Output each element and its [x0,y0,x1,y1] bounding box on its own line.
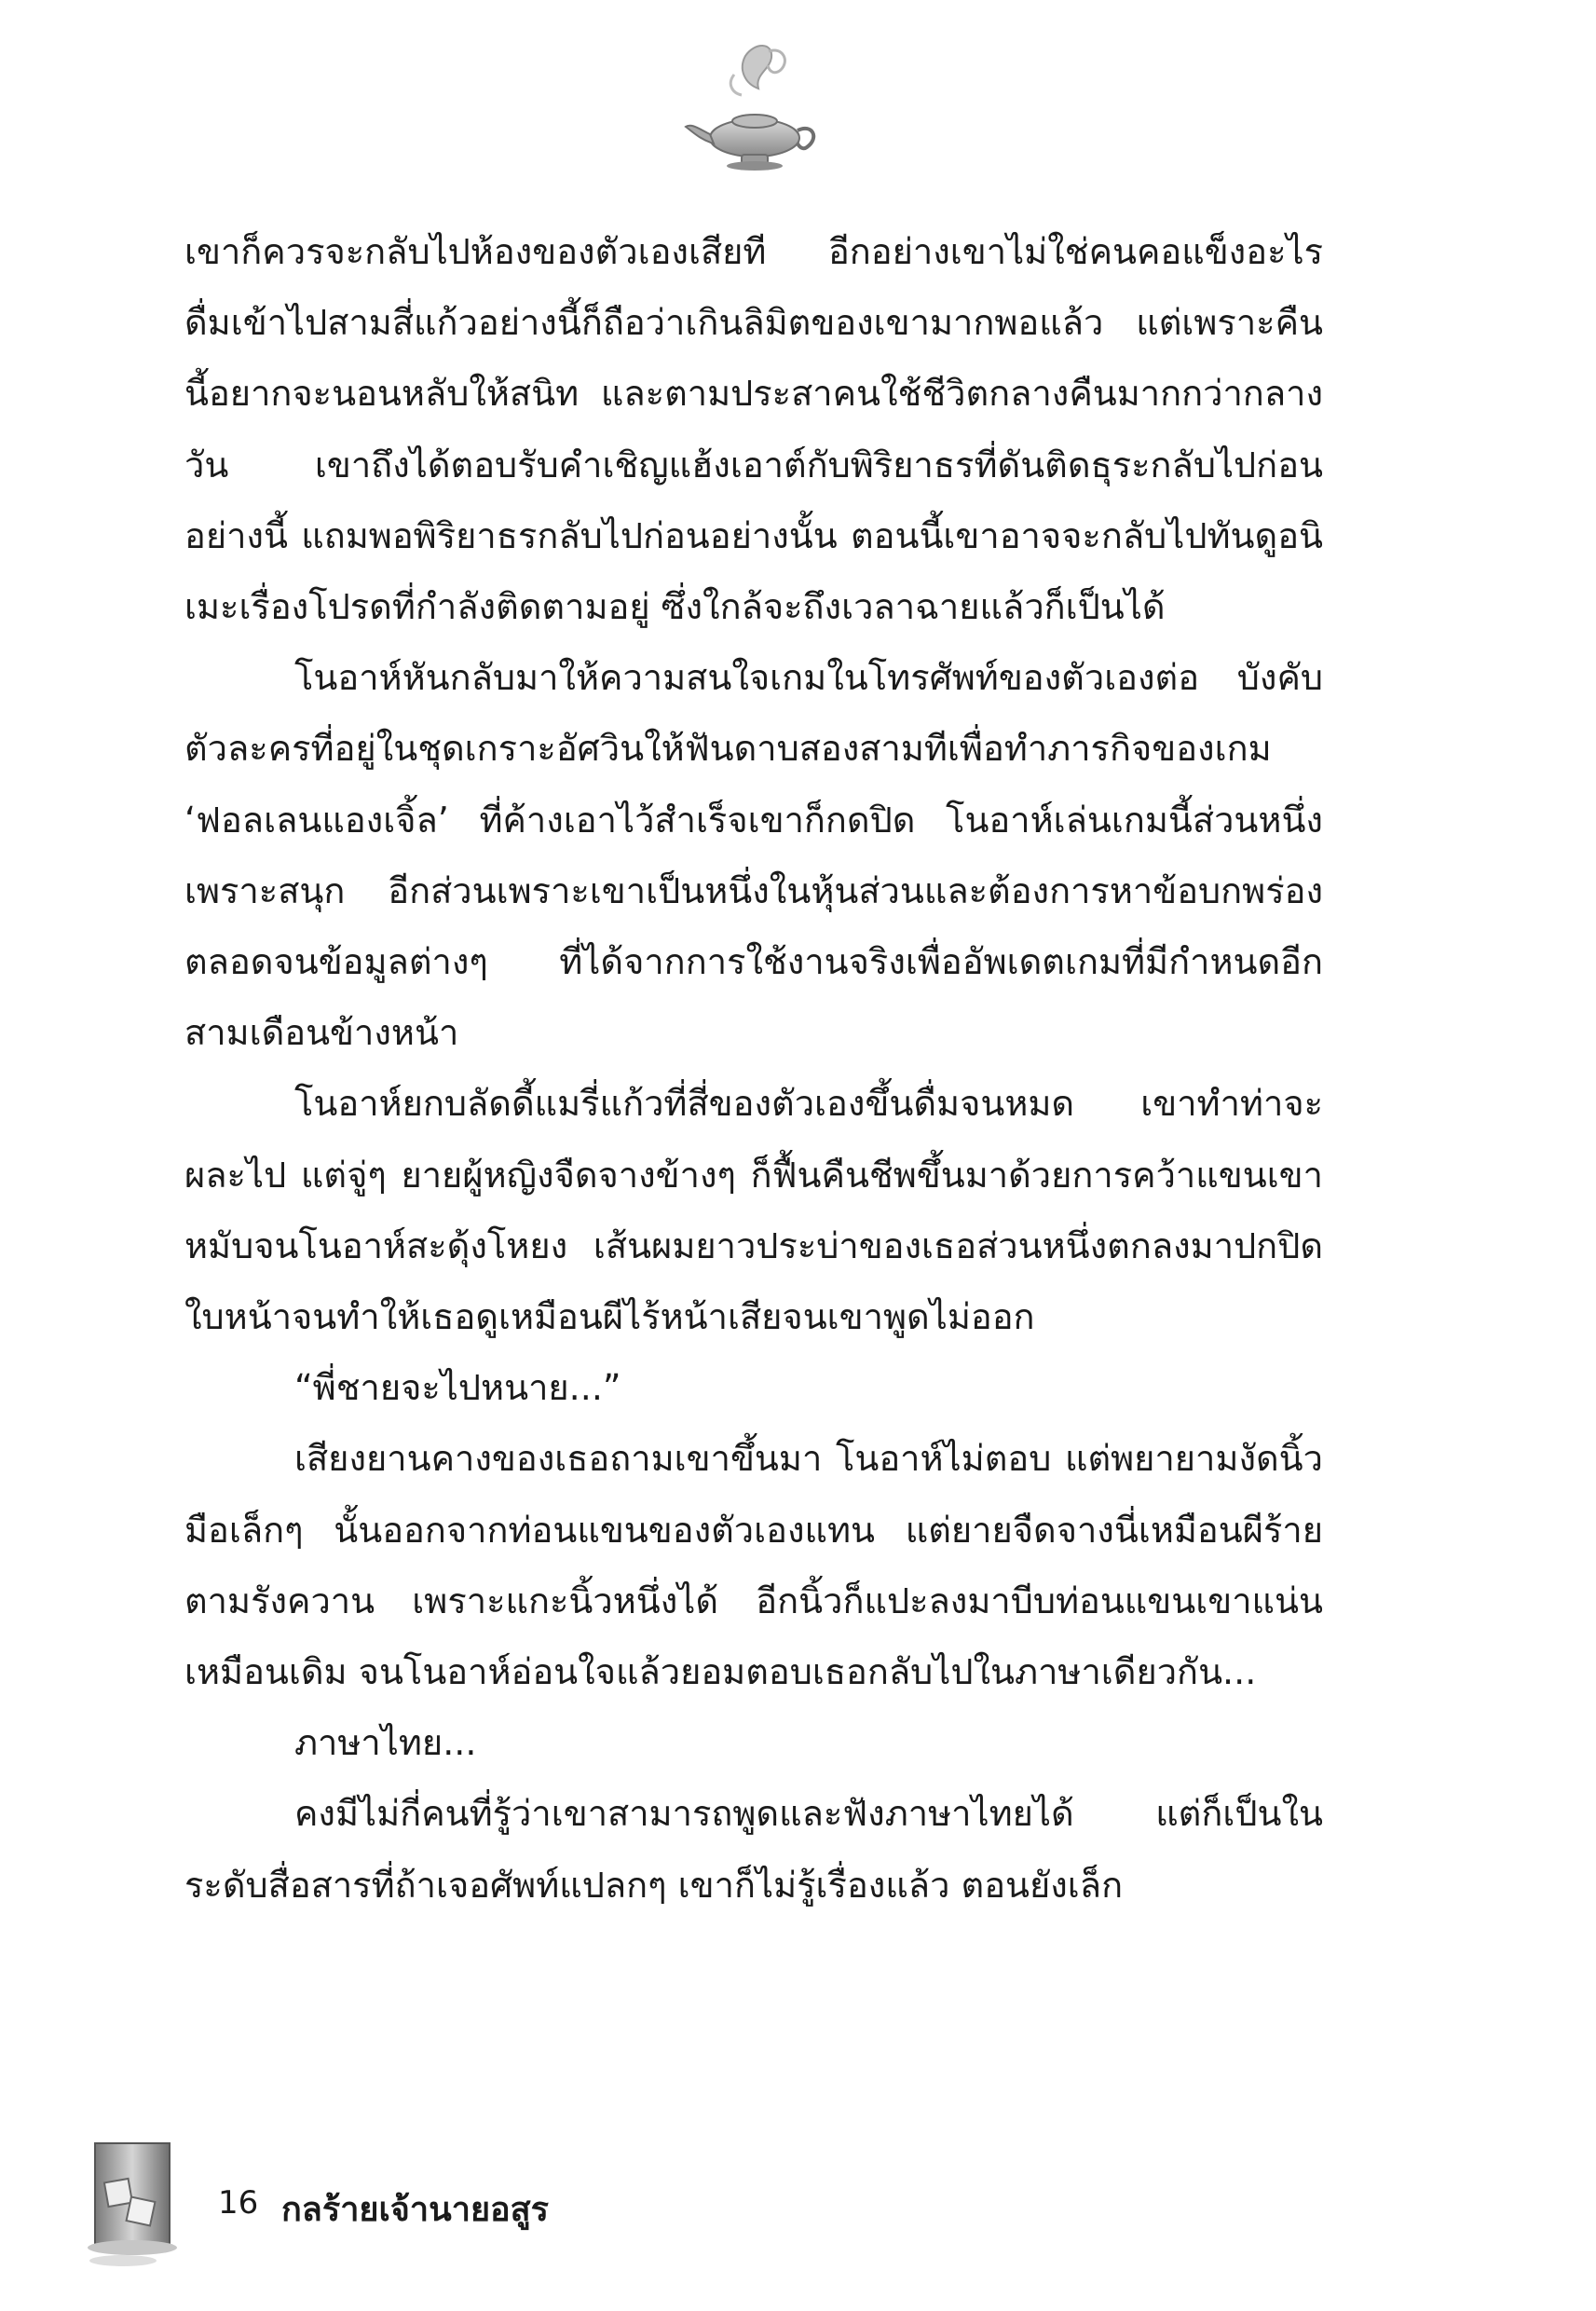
paragraph: โนอาห์ยกบลัดดี้แมรี่แก้วที่สี่ของตัวเองขึ้นดื่มจนหมด เขาทำท่าจะผละไป แต่จู่ๆ ยายผู้หญิงจืดจางข้างๆ ก็ฟื้นคืนชีพขึ้นมาด้วยการคว้าแขนเขาหมับจนโนอาห์สะดุ้งโหยง เส้นผมยาวประบ่าของเธอส่วนหนึ่งตกลงมาปกปิดใบหน้าจนทำให้เธอดูเหมือนผีไร้หน้าเสียจนเขาพูดไม่ออก [184,1083,1323,1338]
ice-glass-icon [67,2134,207,2274]
paragraph: ภาษาไทย... [294,1722,477,1764]
paragraph: คงมีไม่กี่คนที่รู้ว่าเขาสามารถพูดและฟังภาษาไทยได้ แต่ก็เป็นในระดับสื่อสารที่ถ้าเจอศัพท์แปลกๆ เขาก็ไม่รู้เรื่องแล้ว ตอนยังเล็ก [184,1793,1323,1906]
page-footer [67,2134,719,2274]
paragraph: เสียงยานคางของเธอถามเขาขึ้นมา โนอาห์ไม่ตอบ แต่พยายามงัดนิ้วมือเล็กๆ นั้นออกจากท่อนแขนของตัวเองแทน แต่ยายจืดจางนี่เหมือนผีร้ายตามรังควาน เพราะแกะนิ้วหนึ่งได้ อีกนิ้วก็แปะลงมาบีบท่อนแขนเขาแน่นเหมือนเดิม จนโนอาห์อ่อนใจแล้วยอมตอบเธอกลับไปในภาษาเดียวกัน... [184,1438,1323,1693]
book-title: กลร้ายเจ้านายอสูร [281,2191,549,2229]
paragraph: เขาก็ควรจะกลับไปห้องของตัวเองเสียที อีกอย่างเขาไม่ใช่คนคอแข็งอะไร ดื่มเข้าไปสามสี่แก้วอย่างนี้ก็ถือว่าเกินลิมิตของเขามากพอแล้ว แต่เพราะคืนนี้อยากจะนอนหลับให้สนิท และตามประสาคนใช้ชีวิตกลางคืนมากกว่ากลางวัน เขาถึงได้ตอบรับคำเชิญแฮ้งเอาต์กับพิริยาธรที่ดันติดธุระกลับไปก่อนอย่างนี้ แถมพอพิริยาธรกลับไปก่อนอย่างนั้น ตอนนี้เขาอาจจะกลับไปทันดูอนิเมะเรื่องโปรดที่กำลังติดตามอยู่ ซึ่งใกล้จะถึงเวลาฉายแล้วก็เป็นได้ [184,231,1323,628]
dialogue-line: “พี่ชายจะไปหนาย...” [294,1367,621,1409]
genie-lamp-icon [680,37,829,177]
paragraph: โนอาห์หันกลับมาให้ความสนใจเกมในโทรศัพท์ของตัวเองต่อ บังคับตัวละครที่อยู่ในชุดเกราะอัศวินให้ฟันดาบสองสามทีเพื่อทำภารกิจของเกม ‘ฟอลเลนแองเจิ้ล’ ที่ค้างเอาไว้สำเร็จเขาก็กดปิด โนอาห์เล่นเกมนี้ส่วนหนึ่งเพราะสนุก อีกส่วนเพราะเขาเป็นหนึ่งในหุ้นส่วนและต้องการหาข้อบกพร่องตลอดจนข้อมูลต่างๆ ที่ได้จากการใช้งานจริงเพื่ออัพเดตเกมที่มีกำหนดอีกสามเดือนข้างหน้า [184,657,1323,1054]
chapter-body [184,216,1323,1921]
page-number: 16 [218,2184,259,2222]
